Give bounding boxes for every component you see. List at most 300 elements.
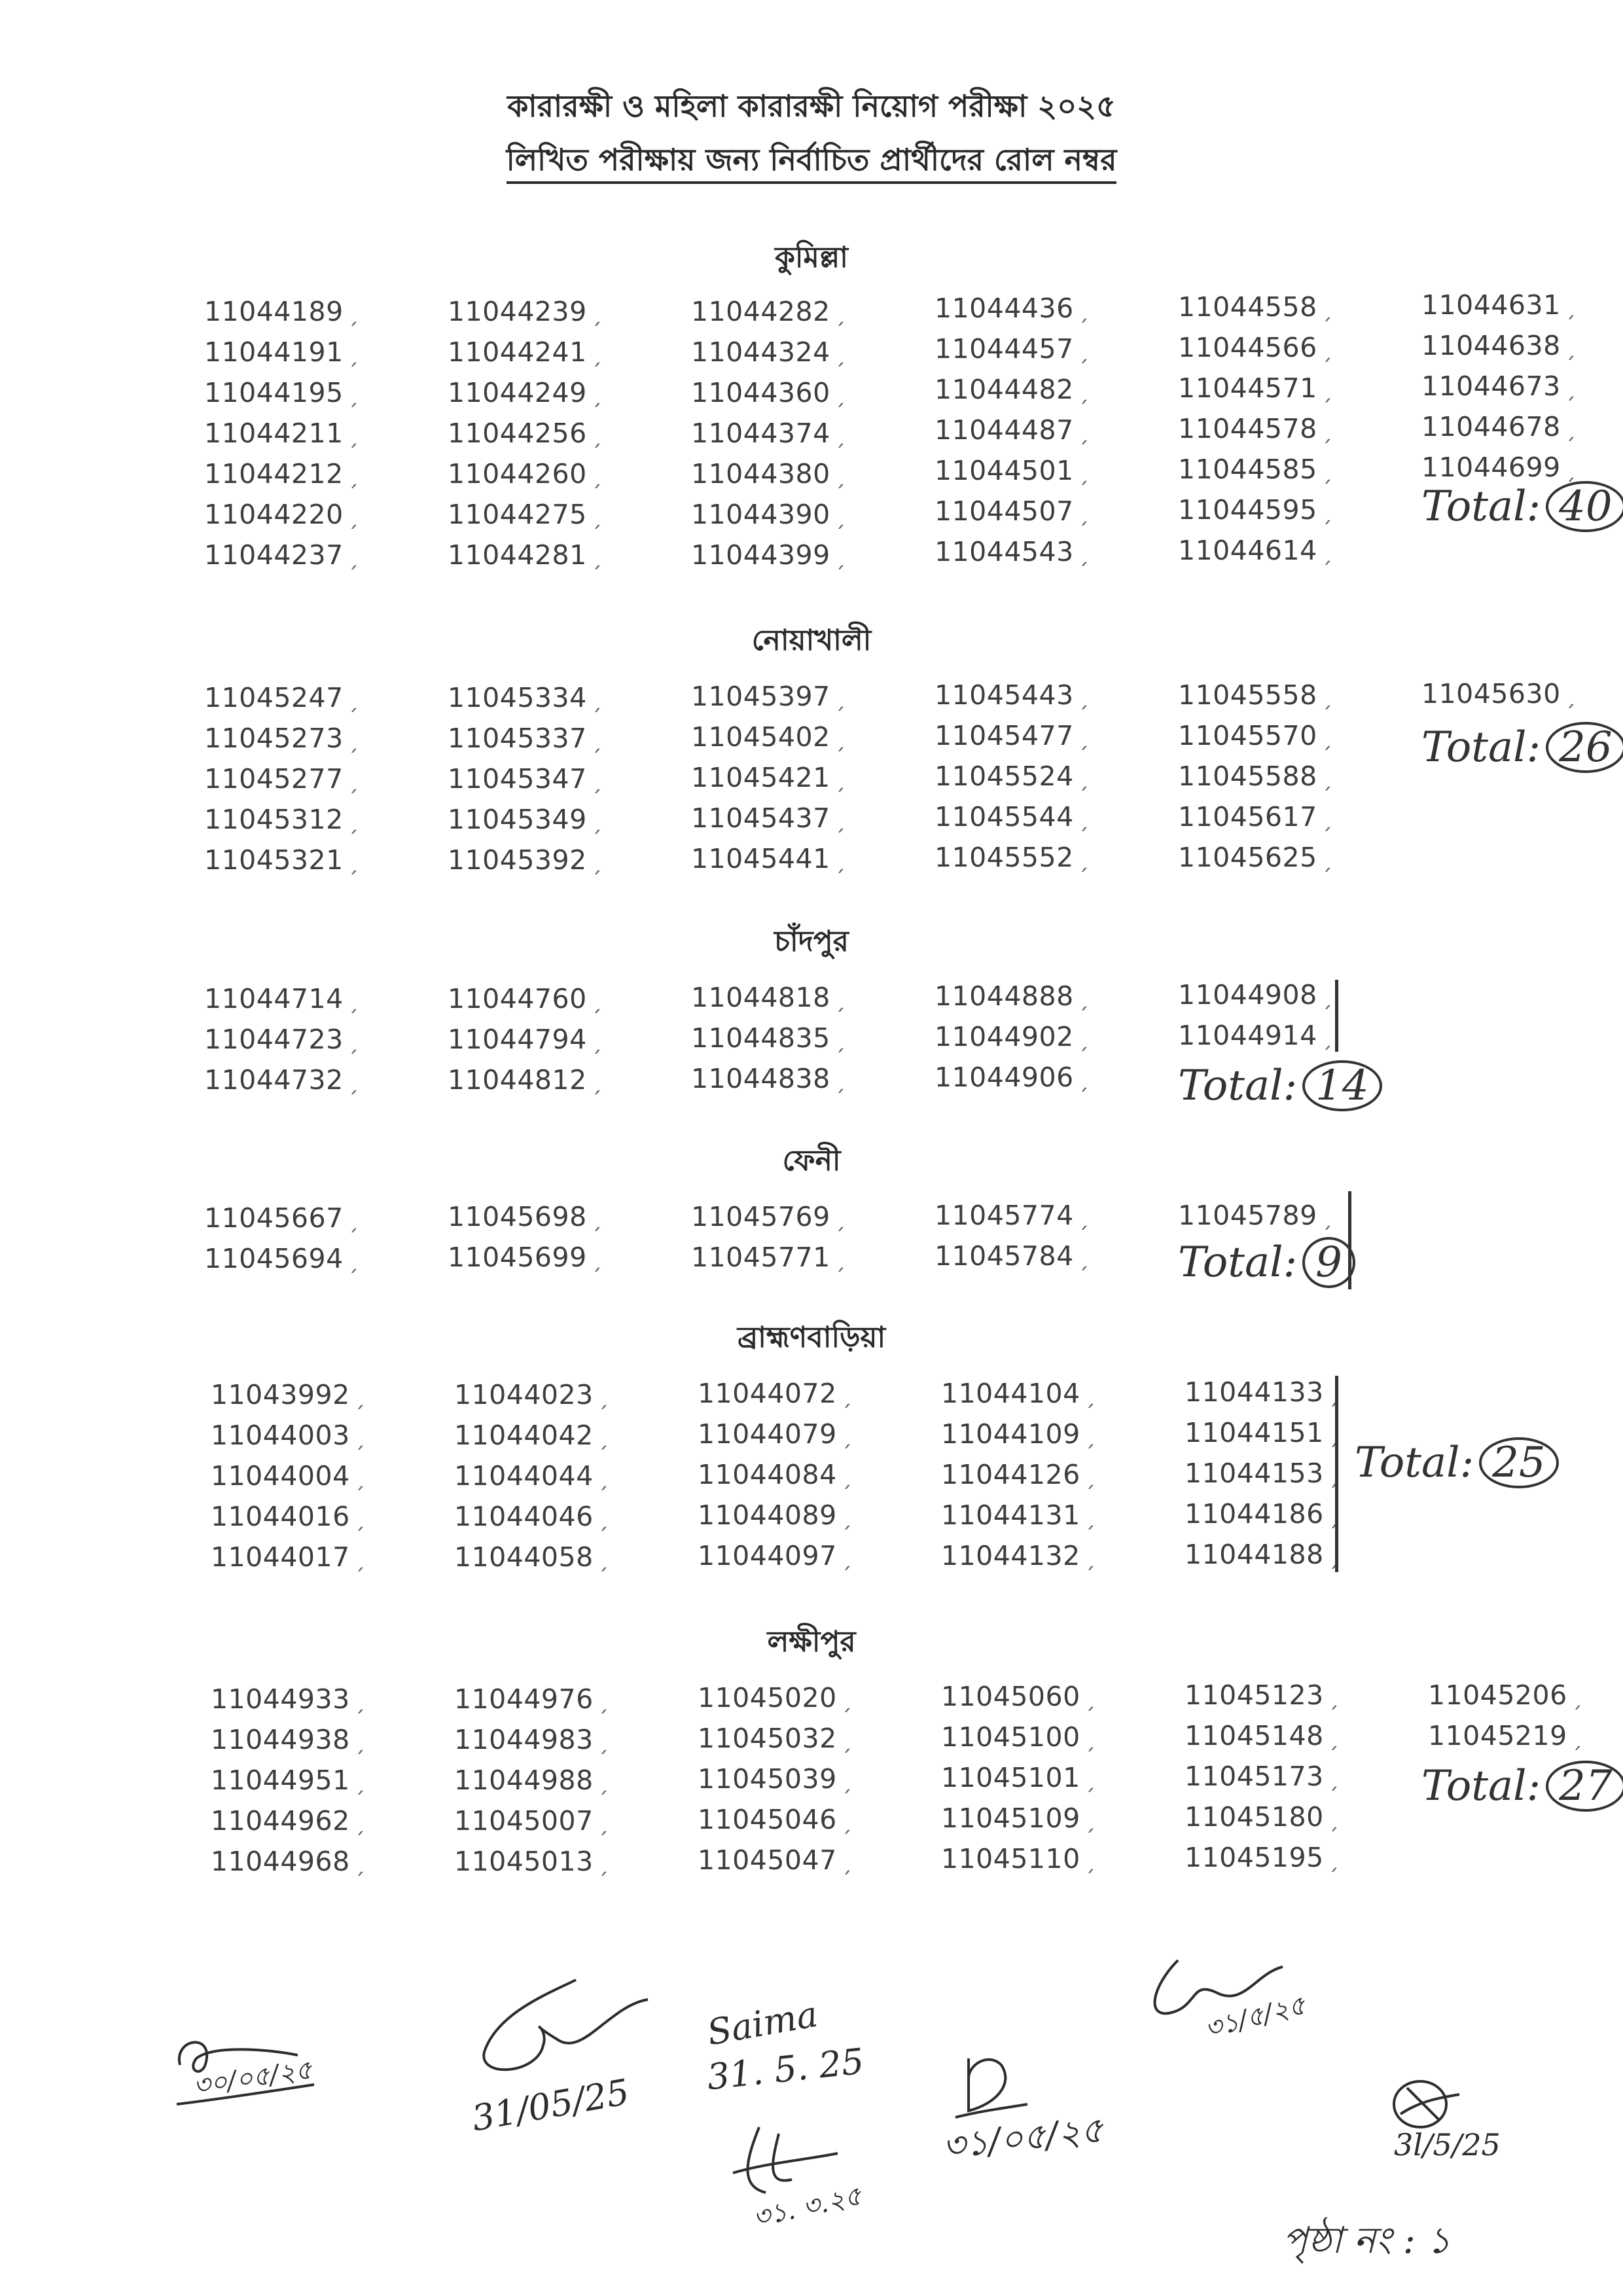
roll-number — [454, 1537, 609, 1577]
roll-number-text: 11045588 — [1178, 761, 1317, 792]
roll-column — [1185, 1372, 1339, 1575]
check-mark-icon: ˏ — [590, 727, 603, 753]
roll-number — [1178, 975, 1332, 1015]
roll-number — [204, 677, 359, 718]
check-mark-icon: ˏ — [590, 503, 603, 529]
total-label: Total: — [1355, 1439, 1474, 1487]
roll-number-text: 11045392 — [448, 844, 587, 876]
roll-number — [448, 840, 602, 880]
check-mark-icon: ˏ — [834, 300, 846, 327]
check-mark-icon: ˏ — [353, 1384, 366, 1410]
roll-number — [691, 413, 846, 454]
check-mark-icon: ˏ — [347, 382, 359, 408]
roll-number — [691, 717, 846, 757]
signature-1 — [167, 2026, 324, 2126]
roll-number-text: 11044212 — [204, 458, 344, 490]
roll-number — [935, 329, 1089, 369]
check-mark-icon: ˏ — [347, 727, 359, 753]
check-mark-icon: ˏ — [1077, 541, 1090, 567]
check-mark-icon: ˏ — [1327, 1846, 1340, 1873]
roll-number — [448, 535, 602, 575]
check-mark-icon: ˏ — [1321, 806, 1333, 832]
check-mark-icon: ˏ — [834, 341, 846, 367]
check-mark-icon: ˏ — [1077, 985, 1090, 1011]
total-value: 25 — [1479, 1437, 1558, 1488]
roll-number-text: 11045477 — [935, 720, 1074, 751]
check-mark-icon: ˏ — [590, 768, 603, 794]
roll-number-text: 11044249 — [448, 377, 587, 408]
roll-number — [454, 1374, 609, 1415]
roll-number — [448, 332, 602, 372]
check-mark-icon: ˏ — [1084, 1545, 1096, 1571]
check-mark-icon: ˏ — [834, 986, 846, 1013]
roll-number-text: 11044151 — [1185, 1417, 1324, 1448]
roll-number-text: 11045206 — [1428, 1679, 1567, 1711]
check-mark-icon: ˏ — [834, 848, 846, 874]
section-heading: কুমিল্লা — [775, 241, 848, 274]
roll-number — [935, 756, 1089, 797]
roll-number — [935, 976, 1089, 1016]
roll-number-text: 11044578 — [1178, 413, 1317, 444]
check-mark-icon: ˏ — [590, 544, 603, 570]
roll-column — [211, 1374, 365, 1577]
roll-column — [211, 1679, 365, 1882]
roll-number — [935, 369, 1089, 410]
roll-number-text: 11043992 — [211, 1379, 350, 1410]
roll-column — [1178, 975, 1332, 1056]
signature-1-date: ৩০/০৫/২৫ — [191, 2054, 315, 2102]
roll-number-text: 11044126 — [941, 1459, 1080, 1490]
roll-number-text: 11044595 — [1178, 494, 1317, 526]
roll-column — [1428, 1675, 1582, 1756]
roll-number-text: 11045007 — [454, 1805, 594, 1837]
roll-number-text: 11045020 — [698, 1682, 837, 1713]
roll-number-text: 11044794 — [448, 1024, 587, 1055]
roll-number-text: 11044812 — [448, 1064, 587, 1096]
check-mark-icon: ˏ — [834, 422, 846, 448]
check-mark-icon: ˏ — [590, 382, 603, 408]
roll-number — [941, 1676, 1096, 1717]
roll-column — [204, 291, 359, 575]
roll-number — [454, 1719, 609, 1760]
roll-number-text: 11044723 — [204, 1024, 344, 1055]
check-mark-icon: ˏ — [597, 1546, 609, 1572]
roll-number-text: 11044968 — [211, 1846, 350, 1877]
roll-number — [1178, 490, 1332, 530]
roll-number-text: 11044962 — [211, 1805, 350, 1837]
total-label: Total: — [1421, 723, 1541, 772]
check-mark-icon: ˏ — [590, 300, 603, 327]
roll-number-text: 11044585 — [1178, 454, 1317, 485]
roll-number — [691, 798, 846, 838]
roll-number-text: 11045421 — [691, 762, 830, 793]
check-mark-icon: ˏ — [353, 1546, 366, 1572]
check-mark-icon: ˏ — [1077, 459, 1090, 486]
check-mark-icon: ˏ — [1077, 338, 1090, 364]
roll-number — [448, 677, 602, 718]
check-mark-icon: ˏ — [597, 1729, 609, 1755]
check-mark-icon: ˏ — [1084, 1807, 1096, 1833]
roll-number — [211, 1374, 365, 1415]
total-value: 26 — [1546, 722, 1623, 773]
roll-number — [204, 1060, 359, 1100]
roll-number-text: 11045570 — [1178, 720, 1317, 751]
check-mark-icon: ˏ — [1077, 1026, 1090, 1052]
roll-number-text: 11044933 — [211, 1683, 350, 1715]
check-mark-icon: ˏ — [353, 1424, 366, 1450]
roll-number-text: 11044374 — [691, 418, 830, 449]
roll-number-text: 11045277 — [204, 763, 344, 795]
check-mark-icon: ˏ — [1564, 334, 1577, 361]
total-label: Total: — [1178, 1238, 1298, 1287]
roll-number-text: 11044003 — [211, 1420, 350, 1451]
roll-number-text: 11044023 — [454, 1379, 594, 1410]
check-mark-icon: ˏ — [1077, 500, 1090, 526]
roll-number-text: 11044004 — [211, 1460, 350, 1492]
roll-number — [1185, 1675, 1339, 1715]
roll-number-text: 11044256 — [448, 418, 587, 449]
roll-number — [448, 1237, 602, 1278]
roll-number-text: 11044275 — [448, 499, 587, 530]
check-mark-icon: ˏ — [1077, 725, 1090, 751]
check-mark-icon: ˏ — [1077, 1245, 1090, 1271]
roll-number — [454, 1679, 609, 1719]
roll-number — [698, 1840, 852, 1880]
check-mark-icon: ˏ — [1327, 1503, 1340, 1529]
section-total — [1421, 481, 1623, 532]
check-mark-icon: ˏ — [840, 1808, 853, 1835]
check-mark-icon: ˏ — [1077, 1066, 1090, 1092]
roll-number-text: 11044390 — [691, 499, 830, 530]
roll-number — [935, 675, 1089, 715]
check-mark-icon: ˏ — [1321, 765, 1333, 791]
roll-number-text: 11045552 — [935, 842, 1074, 873]
roll-number — [691, 977, 846, 1018]
roll-number — [448, 413, 602, 454]
signature-2-date: 31/05/25 — [469, 2071, 633, 2140]
roll-number — [698, 1535, 852, 1576]
roll-number — [211, 1456, 365, 1496]
roll-number — [204, 413, 359, 454]
check-mark-icon: ˏ — [840, 1545, 853, 1571]
roll-column — [691, 291, 846, 575]
roll-number-text: 11044133 — [1185, 1376, 1324, 1408]
roll-number — [941, 1495, 1096, 1535]
roll-number — [1178, 408, 1332, 449]
roll-number — [1178, 797, 1332, 837]
section-total — [1178, 1237, 1355, 1288]
roll-number — [1421, 406, 1576, 447]
check-mark-icon: ˏ — [590, 341, 603, 367]
roll-column — [448, 677, 602, 880]
check-mark-icon: ˏ — [1077, 419, 1090, 445]
roll-number — [698, 1454, 852, 1495]
roll-number — [691, 1237, 846, 1278]
roll-column — [691, 977, 846, 1099]
roll-number-text: 11044079 — [698, 1418, 837, 1450]
check-mark-icon: ˏ — [1084, 1726, 1096, 1752]
roll-number-text: 11044042 — [454, 1420, 594, 1451]
check-mark-icon: ˏ — [1321, 418, 1333, 444]
check-mark-icon: ˏ — [347, 341, 359, 367]
check-mark-icon: ˏ — [834, 1206, 846, 1232]
roll-number — [935, 837, 1089, 878]
section-heading: লক্ষীপুর — [767, 1625, 856, 1659]
roll-number — [1185, 1534, 1339, 1575]
roll-number — [1178, 327, 1332, 368]
roll-number — [1185, 1372, 1339, 1412]
roll-number-text: 11044908 — [1178, 979, 1317, 1011]
check-mark-icon: ˏ — [1084, 1463, 1096, 1490]
check-mark-icon: ˏ — [590, 1028, 603, 1054]
roll-number-text: 11044046 — [454, 1501, 594, 1532]
total-value: 40 — [1546, 481, 1623, 532]
check-mark-icon: ˏ — [590, 1069, 603, 1095]
check-mark-icon: ˏ — [347, 422, 359, 448]
check-mark-icon: ˏ — [1564, 294, 1577, 320]
roll-number-text: 11045558 — [1178, 679, 1317, 711]
check-mark-icon: ˏ — [840, 1687, 853, 1713]
roll-number — [941, 1839, 1096, 1879]
roll-number — [204, 978, 359, 1019]
roll-number-text: 11045110 — [941, 1843, 1080, 1874]
roll-number — [698, 1414, 852, 1454]
roll-number-text: 11045441 — [691, 843, 830, 874]
roll-number — [691, 1196, 846, 1237]
roll-column — [1178, 287, 1332, 571]
check-mark-icon: ˏ — [347, 1069, 359, 1095]
roll-number — [1428, 1715, 1582, 1756]
roll-number — [1421, 673, 1576, 714]
roll-number-text: 11044191 — [204, 336, 344, 368]
roll-number-text: 11044482 — [935, 374, 1074, 405]
roll-number — [204, 799, 359, 840]
roll-number — [211, 1496, 365, 1537]
roll-number-text: 11044237 — [204, 539, 344, 571]
roll-number-text: 11044507 — [935, 495, 1074, 527]
roll-number — [1421, 285, 1576, 325]
check-mark-icon: ˏ — [1321, 336, 1333, 363]
roll-number — [1185, 1756, 1339, 1797]
roll-number — [691, 757, 846, 798]
roll-number — [448, 718, 602, 759]
roll-number — [698, 1495, 852, 1535]
page-number: পৃষ্ঠা নং : ১ — [1283, 2219, 1451, 2262]
roll-column — [935, 1195, 1089, 1276]
check-mark-icon: ˏ — [590, 687, 603, 713]
document-subtitle-text: লিখিত পরীক্ষায় জন্য নির্বাচিত প্রার্থীদের রোল নম্বর — [507, 142, 1117, 184]
check-mark-icon: ˏ — [1327, 1543, 1340, 1570]
roll-number — [691, 1058, 846, 1099]
roll-number — [448, 494, 602, 535]
roll-number — [935, 491, 1089, 531]
section-total — [1421, 722, 1623, 773]
roll-number-text: 11044988 — [454, 1765, 594, 1796]
roll-column — [1178, 1195, 1332, 1236]
roll-number-text: 11044614 — [1178, 535, 1317, 566]
check-mark-icon: ˏ — [590, 422, 603, 448]
signature-4 — [720, 2114, 865, 2234]
check-mark-icon: ˏ — [590, 808, 603, 834]
roll-number-text: 11045337 — [448, 723, 587, 754]
roll-number — [935, 715, 1089, 756]
roll-column — [1178, 675, 1332, 878]
roll-column — [941, 1373, 1096, 1576]
check-mark-icon: ˏ — [597, 1465, 609, 1491]
roll-number — [941, 1373, 1096, 1414]
roll-number-text: 11044760 — [448, 983, 587, 1014]
roll-number — [691, 291, 846, 332]
roll-number-text: 11045349 — [448, 804, 587, 835]
roll-number-text: 11045148 — [1185, 1720, 1324, 1751]
roll-number — [941, 1798, 1096, 1839]
roll-number — [698, 1373, 852, 1414]
check-mark-icon: ˏ — [353, 1769, 366, 1795]
roll-number-text: 11044211 — [204, 418, 344, 449]
section-total — [1355, 1437, 1559, 1488]
roll-number-text: 11045046 — [698, 1804, 837, 1835]
roll-number-text: 11045437 — [691, 802, 830, 834]
roll-number-text: 11044714 — [204, 983, 344, 1014]
roll-number — [448, 759, 602, 799]
bracket-mark — [1335, 1376, 1338, 1572]
roll-number-text: 11044132 — [941, 1540, 1080, 1571]
roll-number-text: 11045312 — [204, 804, 344, 835]
roll-number — [691, 494, 846, 535]
check-mark-icon: ˏ — [1321, 499, 1333, 525]
roll-number — [204, 291, 359, 332]
roll-number — [204, 718, 359, 759]
check-mark-icon: ˏ — [840, 1849, 853, 1875]
check-mark-icon: ˏ — [1077, 684, 1090, 710]
signature-4-date: ৩১. ৩.২৫ — [750, 2181, 865, 2234]
check-mark-icon: ˏ — [1327, 1462, 1340, 1488]
roll-number — [941, 1414, 1096, 1454]
roll-number-text: 11045032 — [698, 1723, 837, 1754]
roll-number-text: 11044678 — [1421, 411, 1561, 442]
total-label: Total: — [1421, 482, 1541, 531]
roll-number-text: 11045173 — [1185, 1761, 1324, 1792]
roll-number-text: 11044188 — [1185, 1539, 1324, 1570]
check-mark-icon: ˏ — [1084, 1685, 1096, 1712]
roll-number — [1178, 715, 1332, 756]
roll-number-text: 11044189 — [204, 296, 344, 327]
check-mark-icon: ˏ — [1321, 296, 1333, 322]
roll-number-text: 11044324 — [691, 336, 830, 368]
roll-number-text: 11044360 — [691, 377, 830, 408]
roll-number-text: 11044104 — [941, 1378, 1080, 1409]
roll-column — [1421, 285, 1576, 488]
roll-number-text: 11044282 — [691, 296, 830, 327]
check-mark-icon: ˏ — [1077, 297, 1090, 323]
roll-number-text: 11045630 — [1421, 678, 1561, 709]
check-mark-icon: ˏ — [834, 807, 846, 833]
check-mark-icon: ˏ — [1084, 1504, 1096, 1530]
check-mark-icon: ˏ — [597, 1688, 609, 1714]
roll-number-text: 11045402 — [691, 721, 830, 753]
roll-number — [691, 676, 846, 717]
roll-number-text: 11044732 — [204, 1064, 344, 1096]
roll-number-text: 11045784 — [935, 1240, 1074, 1272]
roll-number — [204, 1019, 359, 1060]
roll-number — [211, 1760, 365, 1801]
roll-number-text: 11044241 — [448, 336, 587, 368]
roll-number — [1178, 837, 1332, 878]
roll-number — [698, 1718, 852, 1759]
document-subtitle — [0, 137, 1623, 187]
check-mark-icon: ˏ — [1077, 1204, 1090, 1230]
roll-number-text: 11045544 — [935, 801, 1074, 833]
roll-number — [698, 1759, 852, 1799]
check-mark-icon: ˏ — [1327, 1381, 1340, 1407]
roll-number-text: 11045101 — [941, 1762, 1080, 1793]
check-mark-icon: ˏ — [1084, 1767, 1096, 1793]
roll-number-text: 11044631 — [1421, 289, 1561, 321]
check-mark-icon: ˏ — [353, 1505, 366, 1532]
check-mark-icon: ˏ — [1327, 1725, 1340, 1751]
roll-number-text: 11045100 — [941, 1721, 1080, 1753]
check-mark-icon: ˏ — [840, 1423, 853, 1449]
check-mark-icon: ˏ — [1327, 1684, 1340, 1710]
roll-number-text: 11044543 — [935, 536, 1074, 567]
roll-number-text: 11045347 — [448, 763, 587, 795]
roll-number — [1178, 449, 1332, 490]
roll-number — [211, 1415, 365, 1456]
roll-number-text: 11045694 — [204, 1243, 344, 1274]
check-mark-icon: ˏ — [1564, 416, 1577, 442]
roll-column — [698, 1373, 852, 1576]
roll-number — [448, 372, 602, 413]
roll-number — [454, 1415, 609, 1456]
roll-number-text: 11044888 — [935, 980, 1074, 1012]
roll-column — [935, 675, 1089, 878]
check-mark-icon: ˏ — [1084, 1848, 1096, 1874]
roll-column — [204, 1198, 359, 1279]
check-mark-icon: ˏ — [597, 1505, 609, 1532]
roll-number — [698, 1677, 852, 1718]
check-mark-icon: ˏ — [1077, 806, 1090, 832]
check-mark-icon: ˏ — [590, 1246, 603, 1272]
roll-number — [698, 1799, 852, 1840]
signature-6 — [1132, 1947, 1309, 2048]
roll-number — [1185, 1715, 1339, 1756]
section-heading: নোয়াখালী — [751, 624, 872, 657]
roll-column — [941, 1676, 1096, 1879]
roll-number — [204, 759, 359, 799]
roll-number — [448, 454, 602, 494]
roll-number-text: 11044906 — [935, 1062, 1074, 1093]
check-mark-icon: ˏ — [840, 1727, 853, 1753]
roll-column — [691, 1196, 846, 1278]
check-mark-icon: ˏ — [347, 1028, 359, 1054]
roll-column — [935, 288, 1089, 572]
roll-number-text: 11044487 — [935, 414, 1074, 446]
roll-number — [211, 1537, 365, 1577]
section-heading: ব্রাহ্মণবাড়িয়া — [737, 1321, 886, 1354]
section-total — [1421, 1761, 1623, 1812]
roll-column — [448, 1196, 602, 1278]
roll-number-text: 11044260 — [448, 458, 587, 490]
check-mark-icon: ˏ — [347, 808, 359, 834]
roll-number — [454, 1801, 609, 1841]
roll-number — [1185, 1837, 1339, 1878]
roll-number — [448, 978, 602, 1019]
check-mark-icon: ˏ — [1321, 725, 1333, 751]
roll-number — [1178, 1015, 1332, 1056]
check-mark-icon: ˏ — [347, 1247, 359, 1274]
roll-number — [935, 1236, 1089, 1276]
roll-number — [1421, 366, 1576, 406]
